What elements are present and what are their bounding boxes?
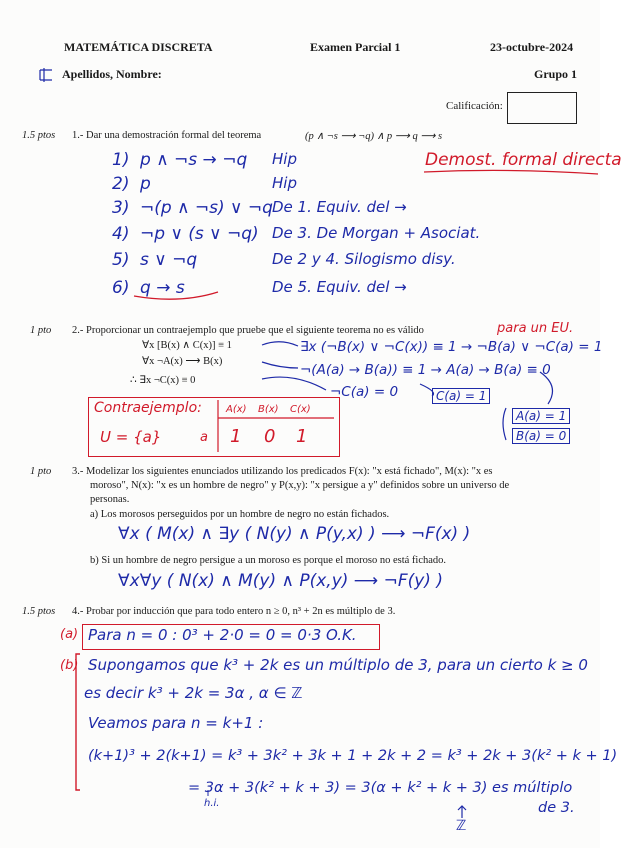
q2-hw1: ∃x (¬B(x) ∨ ¬C(x)) ≡ 1 → ¬B(a) ∨ ¬C(a) = 1 <box>300 339 603 355</box>
q1-step1-num: 1) <box>112 150 130 170</box>
q4-line4: Veamos para n = k+1 : <box>88 714 264 732</box>
table-header-c: C(x) <box>290 404 311 415</box>
group-label: Grupo 1 <box>534 67 578 81</box>
q3-statement-line1: 3.- Modelizar los siguientes enunciados utilizando los predicados F(x): "x está fichado", M(x): "x es <box>72 466 493 477</box>
exam-title: Examen Parcial 1 <box>310 40 401 54</box>
table-value-b: 0 <box>264 426 276 447</box>
q1-step1-reason: Hip <box>272 150 297 168</box>
q4-z-label: ℤ <box>456 818 467 834</box>
q4-line1: Para n = 0 : 0³ + 2·0 = 0 = 0·3 O.K. <box>88 626 357 644</box>
q3-b-text: b) Si un hombre de negro persigue a un moroso es porque el moroso no está fichado. <box>90 555 447 566</box>
q2-statement: 2.- Proporcionar un contraejemplo que pruebe que el siguiente teorema no es válido <box>72 325 424 336</box>
counterexample-label: Contraejemplo: <box>94 400 202 416</box>
q1-step6-reason: De 5. Equiv. del → <box>272 278 407 296</box>
table-value-c: 1 <box>296 426 308 447</box>
q4-line3: es decir k³ + 2k = 3α , α ∈ ℤ <box>84 684 303 702</box>
table-header-b: B(x) <box>258 404 279 415</box>
q3-statement-line2: moroso", N(x): "x es un hombre de negro" y P(x,y): "x persigue a y" definidos sobre un universo de <box>90 480 510 491</box>
q1-step4-reason: De 3. De Morgan + Asociat. <box>272 224 481 242</box>
q1-step5-num: 5) <box>112 250 130 270</box>
universe-label: U = {a} <box>100 428 162 446</box>
q2-premise2: ∀x ¬A(x) ⟶ B(x) <box>142 356 223 367</box>
q4-label-b: (b) <box>60 658 79 673</box>
q3-a-text: a) Los morosos perseguidos por un hombre de negro no están fichados. <box>90 509 390 520</box>
q2-note: para un EU. <box>497 321 574 336</box>
q3-points: 1 pto <box>30 466 52 477</box>
q2-hw2: ¬(A(a) → B(a)) ≡ 1 → A(a) → B(a) ≡ 0 <box>300 362 551 378</box>
q2-conclusion: ∴ ∃x ¬C(x) ≡ 0 <box>130 375 196 386</box>
q4-label-a: (a) <box>60 627 79 642</box>
q1-step5-formula: s ∨ ¬q <box>140 250 198 270</box>
q4-hi-label: h.i. <box>204 798 220 809</box>
q1-step1-formula: p ∧ ¬s → ¬q <box>140 150 248 170</box>
q1-step4-formula: ¬p ∨ (s ∨ ¬q) <box>140 224 259 244</box>
q4-line6: = 3α + 3(k² + k + 3) = 3(α + k² + k + 3) es múltiplo <box>188 780 573 796</box>
q1-theorem: (p ∧ ¬s ⟶ ¬q) ∧ p ⟶ q ⟶ s <box>305 131 443 142</box>
course-title: MATEMÁTICA DISCRETA <box>64 40 213 54</box>
q4-line2: Supongamos que k³ + 2k es un múltiplo de 3, para un cierto k ≥ 0 <box>88 656 588 674</box>
q3-b-answer: ∀x∀y ( N(x) ∧ M(y) ∧ P(x,y) ⟶ ¬F(y) ) <box>118 571 443 591</box>
q2-points: 1 pto <box>30 325 52 336</box>
q4-line5: (k+1)³ + 2(k+1) = k³ + 3k² + 3k + 1 + 2k + 2 = k³ + 2k + 3(k² + k + 1) <box>88 748 618 764</box>
q4-points: 1.5 ptos <box>22 606 56 617</box>
q1-step2-num: 2) <box>112 174 130 194</box>
q1-step3-num: 3) <box>112 198 130 218</box>
q2-box-b: B(a) = 0 <box>512 428 570 444</box>
q1-statement: 1.- Dar una demostración formal del teorema <box>72 130 262 141</box>
q1-step6-formula: q → s <box>140 278 185 298</box>
q1-step3-reason: De 1. Equiv. del → <box>272 198 407 216</box>
exam-date: 23-octubre-2024 <box>490 40 574 54</box>
q2-box-c: C(a) = 1 <box>432 388 490 404</box>
table-row-label: a <box>200 430 208 445</box>
q1-step5-reason: De 2 y 4. Silogismo disy. <box>272 250 456 268</box>
q1-step2-formula: p <box>140 174 151 194</box>
q1-points: 1.5 ptos <box>22 130 56 141</box>
q1-step4-num: 4) <box>112 224 130 244</box>
q1-step6-num: 6) <box>112 278 130 298</box>
name-label: Apellidos, Nombre: <box>62 67 162 81</box>
grade-label: Calificación: <box>446 100 503 112</box>
q3-a-answer: ∀x ( M(x) ∧ ∃y ( N(y) ∧ P(y,x) ) ⟶ ¬F(x) ) <box>118 524 471 544</box>
table-header-a: A(x) <box>226 404 247 415</box>
q1-step3-formula: ¬(p ∧ ¬s) ∨ ¬q <box>140 198 273 218</box>
table-value-a: 1 <box>230 426 242 447</box>
q4-statement: 4.- Probar por inducción que para todo entero n ≥ 0, n³ + 2n es múltiplo de 3. <box>72 606 396 617</box>
q1-step2-reason: Hip <box>272 174 297 192</box>
q2-premise1: ∀x [B(x) ∧ C(x)] ≡ 1 <box>142 340 232 351</box>
q4-line6b: de 3. <box>538 800 575 816</box>
q1-note: Demost. formal directa <box>425 150 622 170</box>
q2-hw3: ¬C(a) = 0 <box>330 384 399 400</box>
q2-box-a: A(a) = 1 <box>512 408 570 424</box>
q3-statement-line3: personas. <box>90 494 130 505</box>
